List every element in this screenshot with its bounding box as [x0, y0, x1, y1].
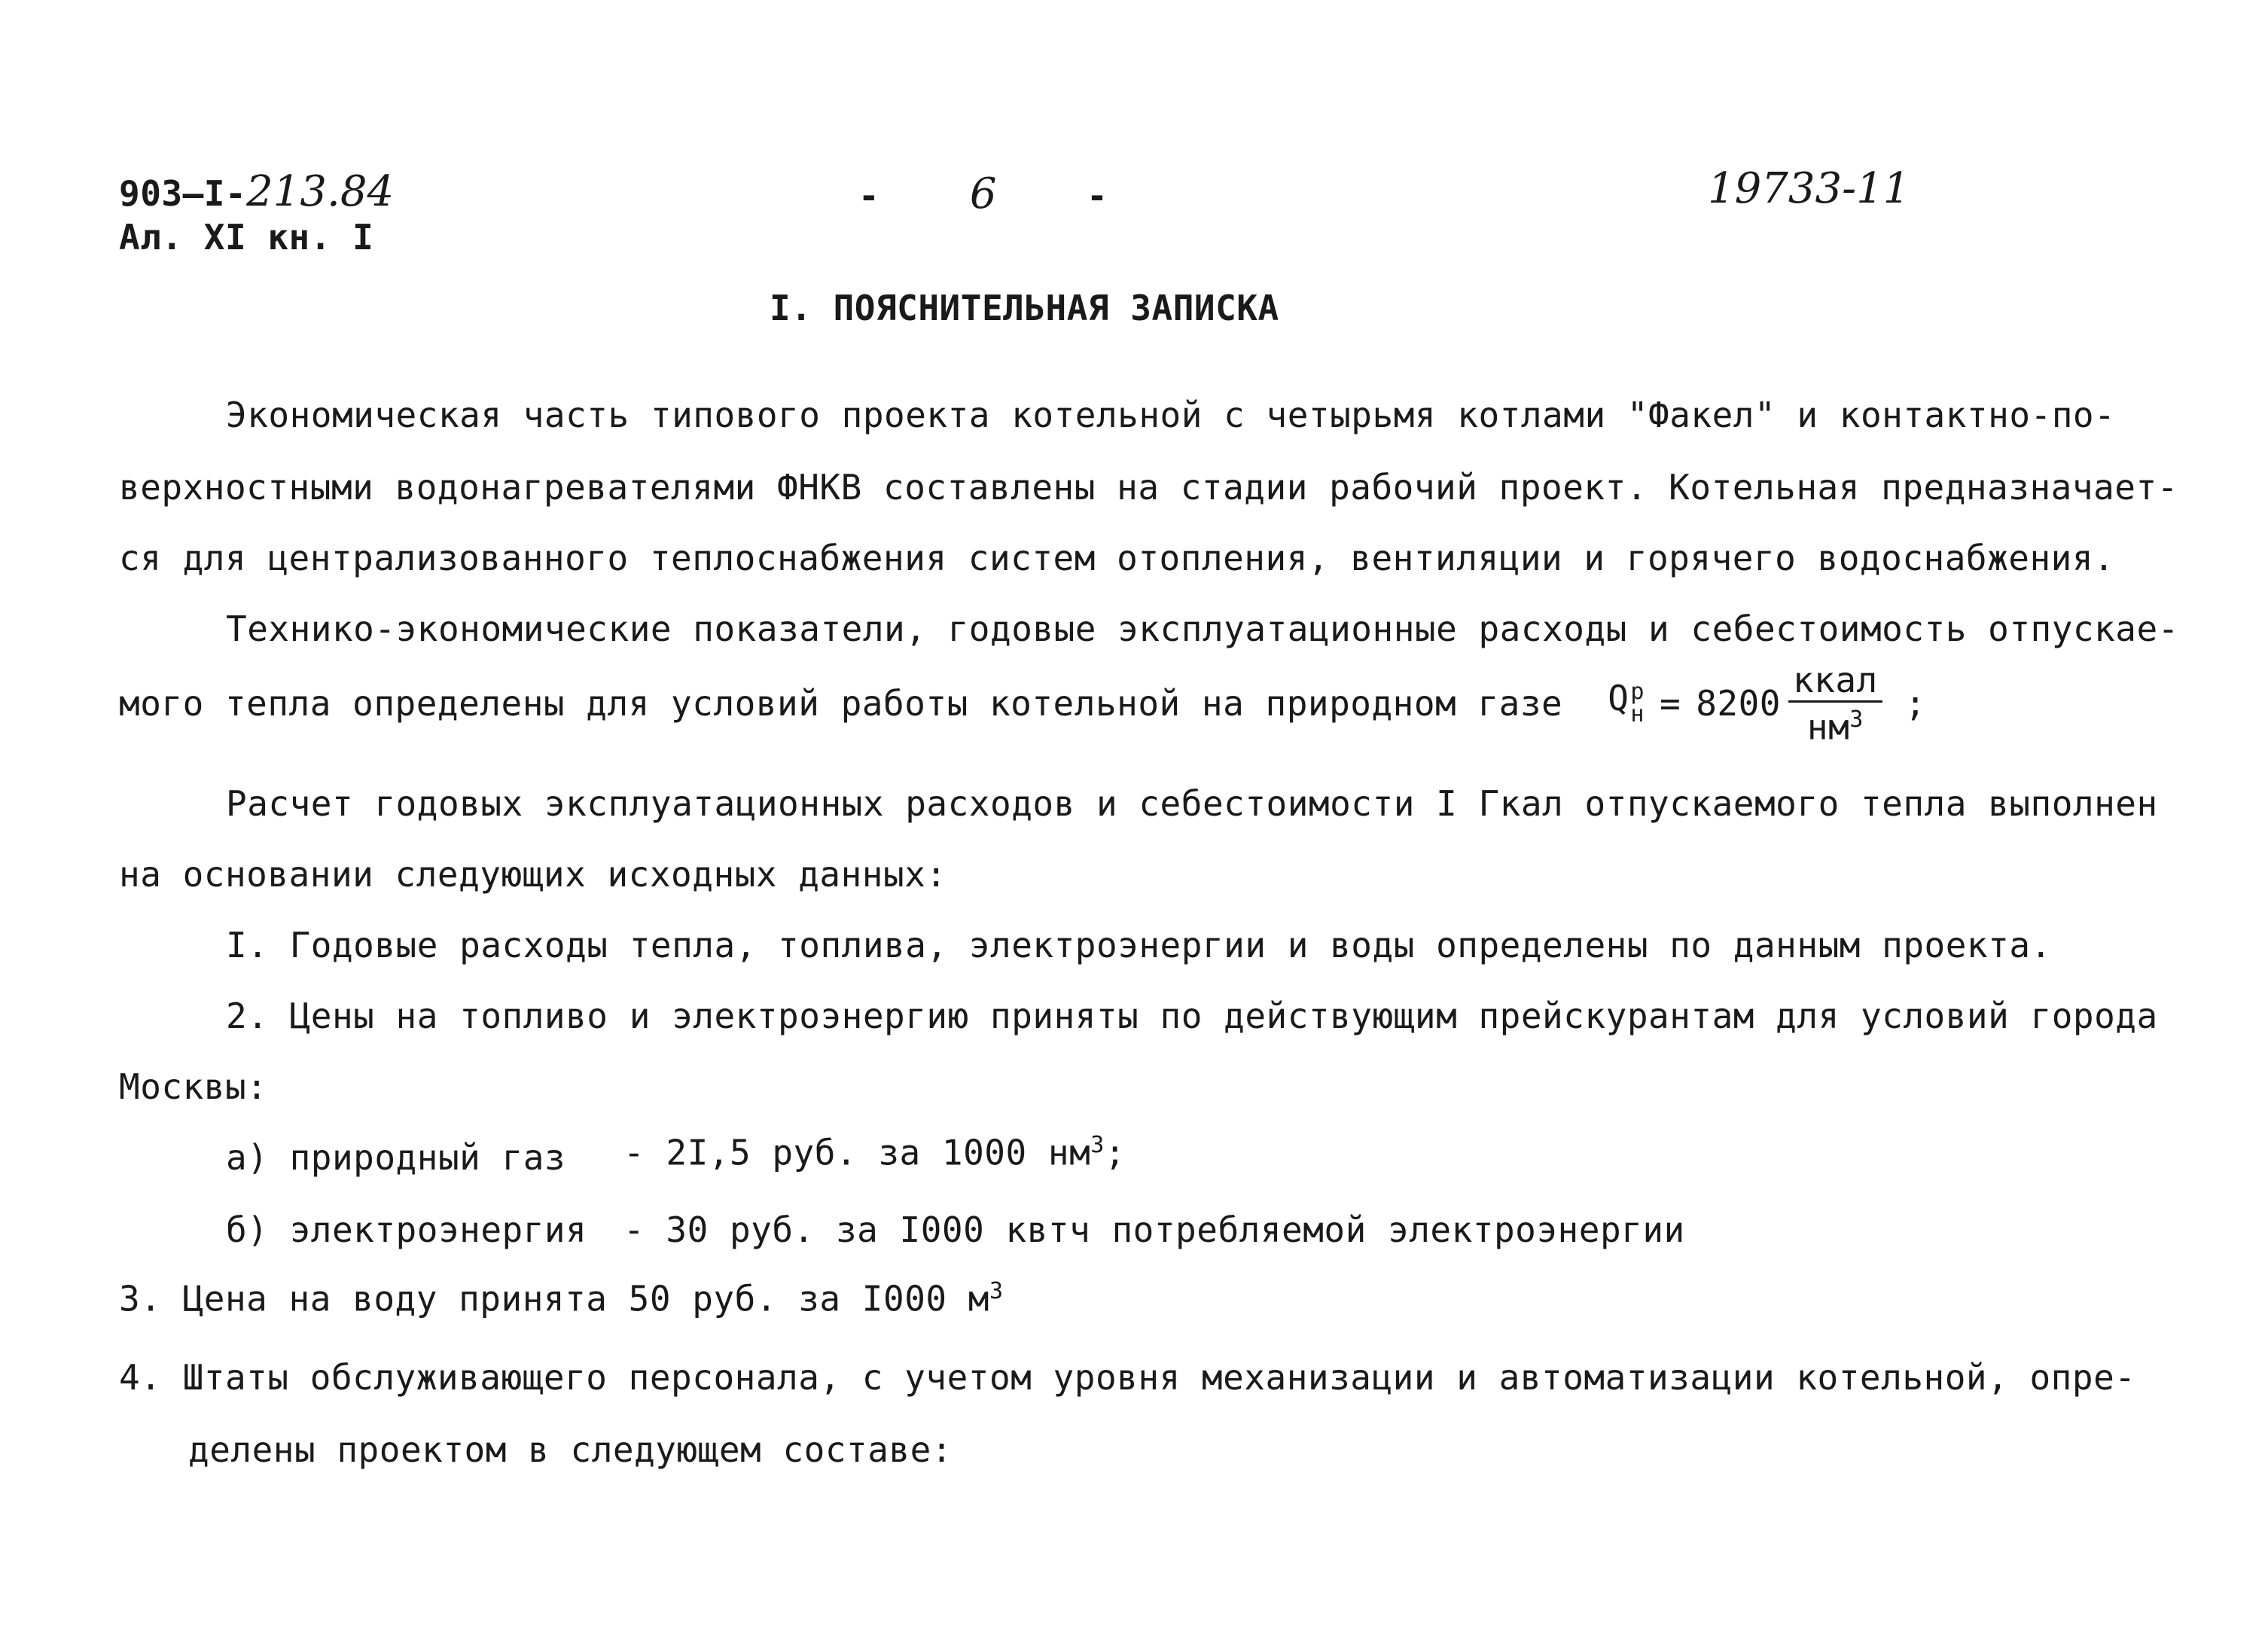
item-2b-label: б) электроэнергия [226, 1209, 587, 1250]
heat-value-sub: н [1630, 701, 1645, 728]
formula-unit-numerator: ккал [1788, 663, 1882, 703]
paragraph2-line2-text: мого тепла определены для условий работы котельной на природном газе [119, 683, 1563, 724]
paragraph1-line3: ся для централизованного теплоснабжения систем отопления, вентиляции и горячего водоснабжения. [119, 538, 2115, 578]
section-title: I. ПОЯСНИТЕЛЬНАЯ ЗАПИСКА [770, 288, 1279, 328]
document-code-prefix: 903—I- [119, 173, 247, 214]
item-2a-value-text: - 2I,5 руб. за 1000 нм [623, 1132, 1091, 1173]
document-code-handwritten: 213.84 [246, 167, 395, 216]
formula-unit-den-exp: 3 [1849, 706, 1864, 733]
album-book-line: Ал. XI кн. I [119, 217, 374, 258]
page-dash-right: - [1087, 175, 1108, 216]
item-4-line2: делены проектом в следующем составе: [188, 1429, 953, 1470]
item-2b-value: - 30 руб. за I000 квтч потребляемой электроэнергии [623, 1209, 1685, 1250]
formula-unit-fraction [1788, 660, 1882, 748]
item-2a-end: ; [1104, 1132, 1126, 1173]
item-3 [119, 1278, 1004, 1319]
formula-equals: = [1659, 683, 1681, 724]
paragraph2-line1: Технико-экономические показатели, годовые эксплуатационные расходы и себестоимость отпускае- [226, 608, 2179, 649]
archive-number: 19733-11 [1708, 164, 1910, 213]
item-4-line1: 4. Штаты обслуживающего персонала, с учетом уровня механизации и автоматизации котельной, опре- [119, 1357, 2136, 1398]
paragraph3-line1: Расчет годовых эксплуатационных расходов и себестоимости I Гкал отпускаемого тепла выполнен [226, 783, 2158, 824]
paragraph3-line2: на основании следующих исходных данных: [119, 854, 947, 895]
heat-value-sup: р [1630, 679, 1645, 706]
item-2a-label: а) природный газ [226, 1137, 566, 1178]
page-number: 6 [969, 169, 997, 218]
page-dash-left: - [858, 175, 880, 216]
heat-value-symbol [1608, 678, 1645, 728]
formula-end: ; [1904, 683, 1926, 724]
formula-unit-denominator [1806, 703, 1864, 748]
document-code [119, 167, 394, 216]
paragraph2-line2 [119, 660, 1926, 748]
page-number-block [858, 169, 1108, 218]
paragraph1-line1: Экономическая часть типового проекта котельной с четырьмя котлами "Факел" и контактно-по- [226, 395, 2116, 435]
item-1: I. Годовые расходы тепла, топлива, электроэнергии и воды определены по данным проекта. [226, 925, 2052, 965]
item-2a-exp: 3 [1090, 1132, 1105, 1158]
item-2-line1: 2. Цены на топливо и электроэнергию приняты по действующим прейскурантам для условий города [226, 996, 2158, 1036]
heat-value-letter: Q [1608, 678, 1629, 719]
formula-value: 8200 [1696, 683, 1781, 724]
item-3-exp: 3 [989, 1278, 1004, 1304]
paragraph1-line2: верхностными водонагревателями ФНКВ составлены на стадии рабочий проект. Котельная предназначает- [119, 467, 2178, 508]
item-2a-value [623, 1132, 1126, 1173]
item-3-text: 3. Цена на воду принята 50 руб. за I000 м [119, 1278, 989, 1319]
item-2-line2: Москвы: [119, 1066, 268, 1107]
formula-unit-den-text: нм [1806, 706, 1850, 748]
